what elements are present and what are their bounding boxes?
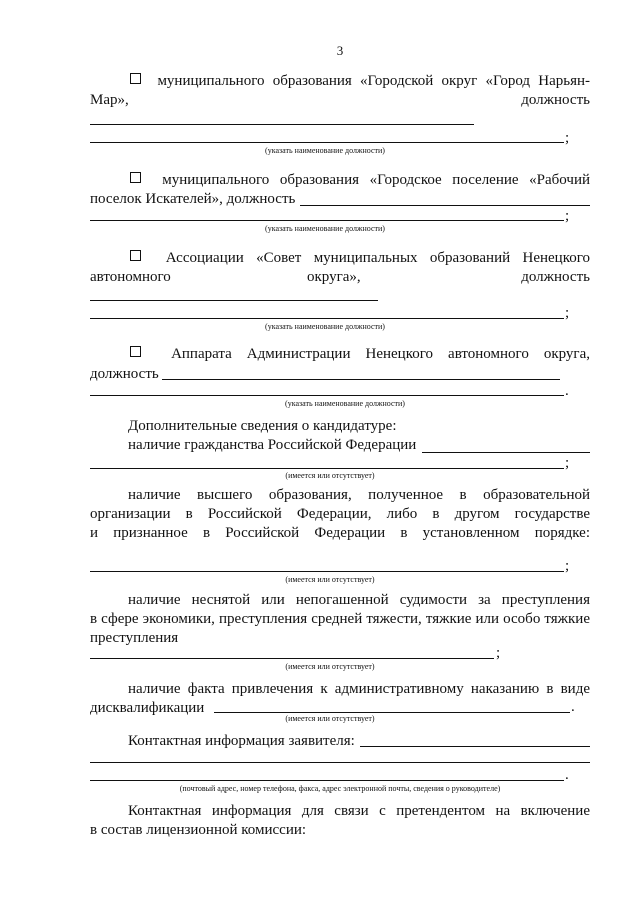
applicant-contact-line-2[interactable] bbox=[90, 762, 590, 763]
candidate-contact-line-2: в состав лицензионной комиссии: bbox=[90, 822, 307, 838]
checkbox-apparatus[interactable] bbox=[130, 346, 141, 357]
education-text-1: наличие высшего образования, полученное в образовательной bbox=[128, 487, 590, 503]
candidate-contact-line-1 bbox=[90, 803, 590, 820]
naryan-mar-caption: (указать наименование должности) bbox=[265, 146, 385, 155]
apparatus-text: Аппарата Администрации Ненецкого автономного округа, bbox=[171, 346, 590, 362]
naryan-mar-semicolon: ; bbox=[565, 130, 570, 146]
conviction-line-2: в сфере экономики, преступления средней тяжести, тяжкие или особо тяжкие bbox=[90, 611, 590, 627]
conviction-text-1: наличие неснятой или непогашенной судимости за преступления bbox=[128, 592, 590, 608]
option-naryan-mar bbox=[90, 73, 590, 90]
association-position-line-1[interactable] bbox=[90, 300, 378, 301]
association-line2c: должность bbox=[521, 269, 590, 285]
education-caption: (имеется или отсутствует) bbox=[285, 575, 375, 584]
conviction-caption: (имеется или отсутствует) bbox=[285, 662, 375, 671]
citizenship-caption: (имеется или отсутствует) bbox=[285, 471, 375, 480]
education-semicolon: ; bbox=[565, 558, 570, 574]
conviction-semicolon: ; bbox=[496, 645, 501, 661]
education-answer-line[interactable] bbox=[90, 571, 564, 572]
naryan-mar-position-line-2[interactable] bbox=[90, 142, 564, 143]
option-apparatus bbox=[90, 346, 590, 363]
additional-heading: Дополнительные сведения о кандидатуре: bbox=[128, 418, 397, 434]
citizenship-semicolon: ; bbox=[565, 455, 570, 471]
disqualification-caption: (имеется или отсутствует) bbox=[285, 714, 375, 723]
option-association bbox=[90, 250, 590, 267]
association-line2b: округа», bbox=[307, 269, 361, 285]
citizenship-line-1[interactable] bbox=[422, 452, 590, 453]
apparatus-position-line-2[interactable] bbox=[90, 395, 564, 396]
association-line2a: автономного bbox=[90, 269, 171, 285]
candidate-contact-text-1: Контактная информация для связи с претендентом на включение bbox=[128, 803, 590, 819]
iskateley-line2: поселок Искателей», должность bbox=[90, 191, 296, 207]
apparatus-position-line-1[interactable] bbox=[162, 379, 560, 380]
applicant-contact-label: Контактная информация заявителя: bbox=[128, 733, 355, 749]
applicant-contact-period: . bbox=[565, 767, 569, 783]
page-number: 3 bbox=[336, 43, 344, 58]
education-line-2: организации в Российской Федерации, либо в другом государстве bbox=[90, 506, 590, 522]
disqualification-line-2: дисквалификации bbox=[90, 700, 205, 716]
checkbox-association[interactable] bbox=[130, 250, 141, 261]
checkbox-iskateley[interactable] bbox=[130, 172, 141, 183]
naryan-mar-text: муниципального образования «Городской округ «Город Нарьян- bbox=[157, 73, 590, 89]
apparatus-caption: (указать наименование должности) bbox=[285, 399, 405, 408]
disqualification-text-1: наличие факта привлечения к административному наказанию в виде bbox=[128, 681, 590, 697]
education-line-3: и признанное в Российской Федерации в установленном порядке: bbox=[90, 525, 590, 541]
checkbox-naryan-mar[interactable] bbox=[130, 73, 141, 84]
disqualification-answer-line[interactable] bbox=[214, 712, 570, 713]
conviction-answer-line[interactable] bbox=[90, 658, 494, 659]
naryan-mar-line2b: должность bbox=[521, 92, 590, 108]
naryan-mar-line2a: Мар», bbox=[90, 92, 129, 108]
iskateley-text: муниципального образования «Городское поселение «Рабочий bbox=[162, 172, 590, 188]
association-semicolon: ; bbox=[565, 305, 570, 321]
iskateley-semicolon: ; bbox=[565, 208, 570, 224]
education-line-1 bbox=[90, 487, 590, 504]
applicant-contact-line-3[interactable] bbox=[90, 780, 564, 781]
association-caption: (указать наименование должности) bbox=[265, 322, 385, 331]
conviction-line-3: преступления bbox=[90, 630, 179, 646]
naryan-mar-position-line-1[interactable] bbox=[90, 124, 474, 125]
disqualification-period: . bbox=[571, 699, 575, 715]
conviction-line-1 bbox=[90, 592, 590, 609]
iskateley-position-line-1[interactable] bbox=[300, 205, 590, 206]
citizenship-line-2[interactable] bbox=[90, 468, 564, 469]
disqualification-line-1 bbox=[90, 681, 590, 698]
iskateley-caption: (указать наименование должности) bbox=[265, 224, 385, 233]
applicant-contact-line-1[interactable] bbox=[360, 746, 590, 747]
apparatus-period: . bbox=[565, 383, 569, 399]
citizenship-label: наличие гражданства Российской Федерации bbox=[128, 437, 417, 453]
option-iskateley bbox=[90, 172, 590, 189]
apparatus-line2: должность bbox=[90, 366, 159, 382]
association-position-line-2[interactable] bbox=[90, 318, 564, 319]
association-text: Ассоциации «Совет муниципальных образований Ненецкого bbox=[165, 250, 590, 266]
iskateley-position-line-2[interactable] bbox=[90, 220, 564, 221]
applicant-contact-caption: (почтовый адрес, номер телефона, факса, адрес электронной почты, сведения о руководителе) bbox=[179, 784, 501, 793]
